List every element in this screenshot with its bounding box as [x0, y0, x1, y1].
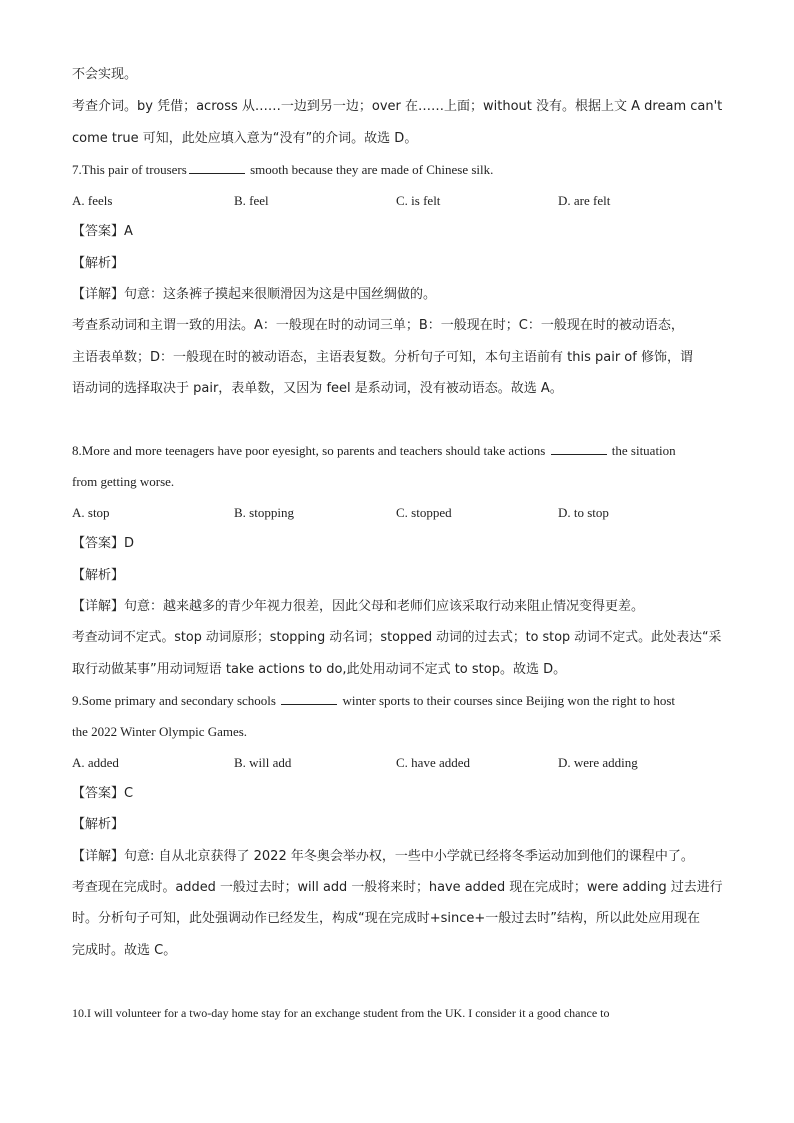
explanation-line: 完成时。故选 C。 — [72, 943, 177, 958]
detail-line: 【详解】句意：越来越多的青少年视力很差，因此父母和老师们应该采取行动来阻止情况变得更差。 — [72, 599, 645, 614]
question-text: the situation — [611, 443, 676, 458]
question-text: winter sports to their courses since Beijing won the right to host — [342, 693, 676, 708]
analysis-label: 【解析】 — [72, 256, 125, 271]
question-text: from getting worse. — [72, 474, 175, 489]
detail-line: 【详解】句意: 自从北京获得了 2022 年冬奥会举办权，一些中小学就已经将冬季运动加到他们的课程中了。 — [72, 849, 694, 864]
option-d: D. are felt — [558, 193, 611, 208]
text-line: come true 可知，此处应填入意为“没有”的介词。故选 D。 — [72, 131, 418, 146]
option-a: A. added — [72, 755, 119, 770]
text-line: 考查介词。by 凭借；across 从……一边到另一边；over 在……上面；without 没有。根据上文 A dream can't — [72, 99, 723, 114]
question-text: 7.This pair of trousers — [72, 162, 187, 177]
answer-blank — [281, 692, 337, 705]
analysis-label: 【解析】 — [72, 817, 125, 832]
answer-blank — [189, 161, 245, 174]
answer-label: 【答案】C — [72, 786, 134, 801]
option-a: A. feels — [72, 193, 113, 208]
option-c: C. have added — [396, 755, 471, 770]
question-text: the 2022 Winter Olympic Games. — [72, 724, 248, 739]
option-d: D. were adding — [558, 755, 638, 770]
question-text: smooth because they are made of Chinese silk. — [250, 162, 494, 177]
option-a: A. stop — [72, 505, 110, 520]
text-line: 不会实现。 — [72, 67, 138, 82]
answer-label: 【答案】A — [72, 224, 133, 239]
analysis-label: 【解析】 — [72, 568, 125, 583]
question-7 — [72, 161, 493, 179]
option-c: C. stopped — [396, 505, 452, 520]
question-text: 8.More and more teenagers have poor eyesight, so parents and teachers should take actions — [72, 443, 546, 458]
explanation-line: 考查系动词和主谓一致的用法。A：一般现在时的动词三单；B：一般现在时；C：一般现在时的被动语态， — [72, 318, 684, 333]
option-d: D. to stop — [558, 505, 609, 520]
question-10: 10.I will volunteer for a two-day home stay for an exchange student from the UK. I consider it a good chance to — [72, 1006, 610, 1020]
question-text: 9.Some primary and secondary schools — [72, 693, 276, 708]
explanation-line: 考查现在完成时。added 一般过去时；will add 一般将来时；have added 现在完成时；were adding 过去进行 — [72, 880, 723, 895]
answer-label: 【答案】D — [72, 536, 135, 551]
option-b: B. stopping — [234, 505, 294, 520]
explanation-line: 取行动做某事”用动词短语 take actions to do,此处用动词不定式 to stop。故选 D。 — [72, 662, 567, 677]
explanation-line: 语动词的选择取决于 pair，表单数，又因为 feel 是系动词，没有被动语态。故选 A。 — [72, 381, 563, 396]
explanation-line: 主语表单数；D：一般现在时的被动语态，主语表复数。分析句子可知，本句主语前有 this pair of 修饰，谓 — [72, 350, 693, 365]
answer-blank — [551, 442, 607, 455]
explanation-line: 考查动词不定式。stop 动词原形；stopping 动名词；stopped 动词的过去式；to stop 动词不定式。此处表达“采 — [72, 630, 722, 645]
question-8 — [72, 442, 676, 460]
question-9 — [72, 692, 675, 710]
option-b: B. will add — [234, 755, 292, 770]
option-b: B. feel — [234, 193, 269, 208]
option-c: C. is felt — [396, 193, 441, 208]
detail-line: 【详解】句意：这条裤子摸起来很顺滑因为这是中国丝绸做的。 — [72, 287, 437, 302]
explanation-line: 时。分析句子可知，此处强调动作已经发生，构成“现在完成时+since+一般过去时”结构，所以此处应用现在 — [72, 911, 701, 926]
